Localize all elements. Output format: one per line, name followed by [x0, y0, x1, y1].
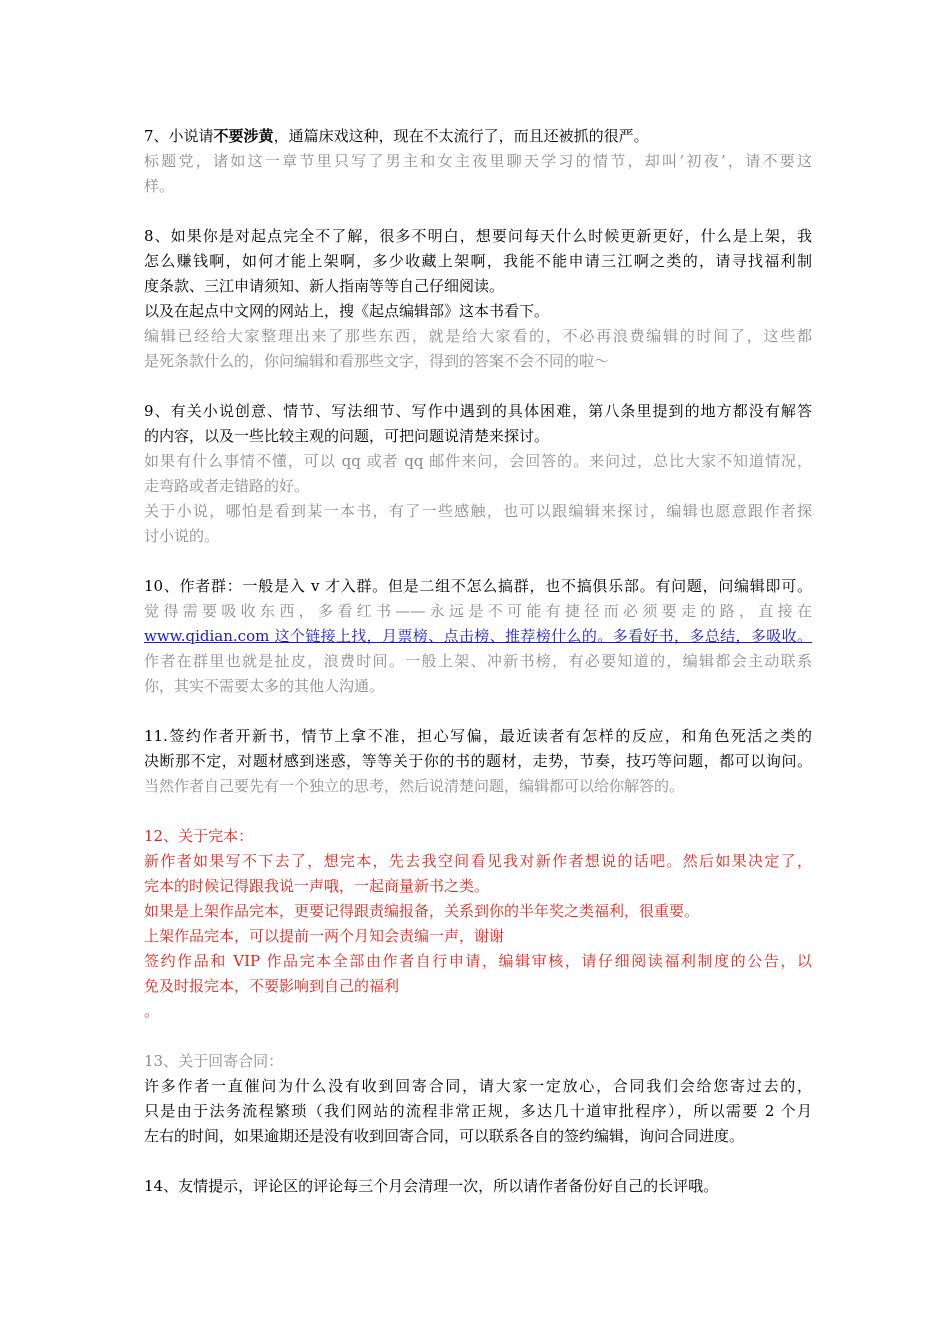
item-9-note-line-2: 走弯路或者走错路的好。	[144, 477, 310, 495]
document-body	[144, 124, 812, 1199]
item-10-note-line-3: 你，其实不需要太多的其他人沟通。	[144, 677, 385, 695]
item-9-note-line-3: 关于小说，哪怕是看到某一本书，有了一些感触，也可以跟编辑来探讨，编辑也愿意跟作者探	[144, 502, 812, 520]
item-7-note-line-1: 标题党，诸如这一章节里只写了男主和女主夜里聊天学习的情节，却叫‘初夜’，请不要这	[144, 152, 812, 170]
item-13-line-1: 许多作者一直催问为什么没有收到回寄合同，请大家一定放心，合同我们会给您寄过去的，	[144, 1077, 812, 1095]
item-13-heading: 13、关于回寄合同：	[144, 1052, 284, 1070]
item-12-line-5: 签约作品和 VIP 作品完本全部由作者自行申请，编辑审核，请仔细阅读福利制度的公告，以	[144, 952, 812, 970]
item-7-text-c: ，通篇床戏这种，现在不太流行了，而且还被抓的很严。	[273, 127, 649, 145]
item-8-line-4: 以及在起点中文网的网站上，搜《起点编辑部》这本书看下。	[144, 302, 550, 320]
item-8-line-2: 怎么赚钱啊，如何才能上架啊，多少收藏上架啊，我能不能申请三江啊之类的，请寻找福利制	[144, 252, 812, 270]
item-12-heading: 12、关于完本：	[144, 827, 254, 845]
item-12-line-2: 完本的时候记得跟我说一声哦，一起商量新书之类。	[144, 877, 490, 895]
item-11-note-line-1: 当然作者自己要先有一个独立的思考，然后说清楚问题，编辑都可以给你解答的。	[144, 777, 685, 795]
item-11-line-2: 决断那不定，对题材感到迷惑，等等关于你的书的题材，走势，节奏，技巧等问题，都可以询问。	[144, 752, 812, 770]
item-9-note-line-1: 如果有什么事情不懂，可以 qq 或者 qq 邮件来问，会回答的。来问过，总比大家不知道情况，	[144, 452, 812, 470]
item-11-line-1: 11.签约作者开新书，情节上拿不准，担心写偏，最近读者有怎样的反应，和角色死活之类的	[144, 727, 812, 745]
qidian-link[interactable]: www.qidian.com 这个链接上找，月票榜、点击榜、推荐榜什么的。多看好书，多总结，多吸收。	[144, 627, 812, 645]
item-8-note-line-1: 编辑已经给大家整理出来了那些东西，就是给大家看的，不必再浪费编辑的时间了，这些都	[144, 327, 812, 345]
item-7-note-line-2: 样。	[144, 177, 175, 195]
item-9-line-2: 的内容，以及一些比较主观的问题，可把问题说清楚来探讨。	[144, 427, 550, 445]
item-8-line-1: 8、如果你是对起点完全不了解，很多不明白，想要问每天什么时候更新更好，什么是上架，我	[144, 227, 812, 245]
item-10-note-line-2: 作者在群里也就是扯皮，浪费时间。一般上架、冲新书榜，有必要知道的，编辑都会主动联系	[144, 652, 812, 670]
item-9-line-1: 9、有关小说创意、情节、写法细节、写作中遇到的具体困难，第八条里提到的地方都没有解答	[144, 402, 812, 420]
item-12-line-6: 免及时报完本，不要影响到自己的福利	[144, 977, 400, 995]
item-12-line-3: 如果是上架作品完本，更要记得跟责编报备，关系到你的半年奖之类福利，很重要。	[144, 902, 700, 920]
item-13-line-2: 只是由于法务流程繁琐（我们网站的流程非常正规，多达几十道审批程序），所以需要 2 个月	[144, 1102, 812, 1120]
item-14-line-1: 14、友情提示，评论区的评论每三个月会清理一次，所以请作者备份好自己的长评哦。	[144, 1177, 719, 1195]
item-8-note-line-2: 是死条款什么的，你问编辑和看那些文字，得到的答案不会不同的啦～	[144, 352, 610, 370]
item-12-line-7: 。	[144, 1002, 160, 1020]
item-7-text-a: 7、小说请	[144, 127, 214, 145]
item-8-line-3: 度条款、三江申请须知、新人指南等等自己仔细阅读。	[144, 277, 505, 295]
item-10-link-line	[144, 624, 812, 649]
item-10-line-1: 10、作者群：一般是入 v 才入群。但是二组不怎么搞群，也不搞俱乐部。有问题，问编辑即可。	[144, 577, 812, 595]
item-7-emphasis: 不要涉黄	[213, 127, 274, 145]
item-9-note-line-4: 讨小说的。	[144, 527, 220, 545]
item-12-line-4: 上架作品完本，可以提前一两个月知会责编一声，谢谢	[144, 927, 505, 945]
item-10-note-line-1: 觉得需要吸收东西，多看红书——永远是不可能有捷径而必须要走的路，直接在	[144, 602, 812, 620]
item-13-line-3: 左右的时间，如果逾期还是没有收到回寄合同，可以联系各自的签约编辑，询问合同进度。	[144, 1127, 745, 1145]
item-12-line-1: 新作者如果写不下去了，想完本，先去我空间看见我对新作者想说的话吧。然后如果决定了，	[144, 852, 812, 870]
item-7-line	[144, 124, 812, 149]
